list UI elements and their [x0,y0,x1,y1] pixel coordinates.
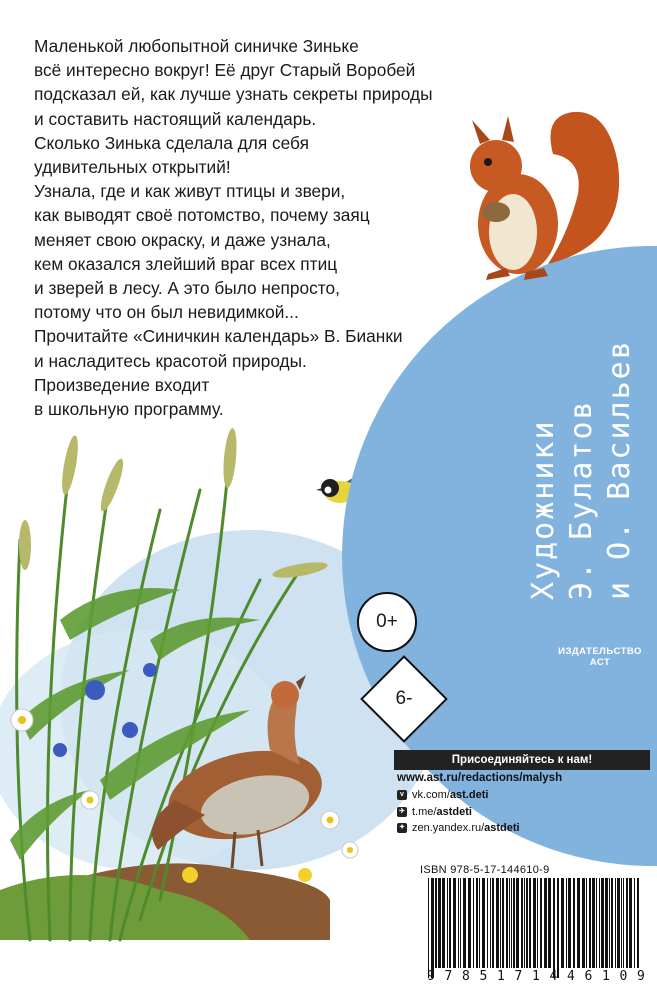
barcode-digit: 1 [497,969,505,984]
barcode-bar [496,878,499,968]
barcode-bar [599,878,600,968]
barcode-bar [490,878,491,968]
credit-line-vasilyev: и О. Васильев [602,339,637,600]
squirrel-tail [548,112,619,264]
barcode-bar [626,878,628,968]
barcode-bar [544,878,547,968]
barcode-bar [502,878,504,968]
barcode-bar [458,878,459,968]
barcode-bar [566,878,567,968]
barcode-bar [524,878,525,968]
barcode-digit: 9 [637,969,645,984]
barcode-digit: 5 [479,969,488,984]
barcode-bar [463,878,466,968]
social-link[interactable] [397,804,520,821]
publisher-line-2: АСТ [589,657,611,668]
blurb-line: в школьную программу. [34,399,224,420]
barcode-bar [431,878,434,978]
age-rating-circle: 0+ [357,592,417,652]
age-rating-diamond: 6- [395,688,413,709]
barcode-bar [453,878,456,968]
barcode-digits [427,969,645,984]
blurb-line: всё интересно вокруг! Её друг Старый Воробей [34,60,416,81]
zen-icon: ✦ [397,823,407,833]
telegram-icon: ✈ [397,807,407,817]
barcode-bar [611,878,613,968]
blurb-line: как выводят своё потомство, почему заяц [34,205,370,226]
barcode-bar [500,878,501,968]
blurb-text [34,34,474,421]
barcode-bar [609,878,610,968]
barcode-bar [582,878,585,968]
blurb-line: и составить настоящий календарь. [34,108,317,129]
barcode-bar [589,878,591,968]
barcode-bar [516,878,519,968]
social-link[interactable] [397,787,520,804]
squirrel-illustration [458,104,628,284]
barcode-bar [557,878,559,978]
blurb-line: меняет свою окраску, и даже узнала, [34,229,331,250]
barcode-digit: 8 [462,969,470,984]
barcode-bar [521,878,523,968]
barcode-digit: 1 [602,969,610,984]
barcode-bar [540,878,542,968]
social-link[interactable] [397,820,520,837]
barcode-bar [596,878,597,968]
blurb-line: подсказал ей, как лучше узнать секреты природы [34,84,433,105]
barcode-digit: 9 [427,969,435,984]
publisher-line-1: ИЗДАТЕЛЬСТВО [558,646,642,657]
barcode-bar [509,878,510,968]
barcode-bar [573,878,575,968]
barcode-bar [586,878,587,968]
barcode-bar [621,878,622,968]
barcode-bar [487,878,488,968]
social-link-handle: astdeti [436,805,472,818]
isbn-number: ISBN 978-5-17-144610-9 [420,864,550,876]
barcode-bar [513,878,515,968]
social-link-handle: astdeti [484,822,520,834]
barcode-bar [442,878,445,968]
blurb-line: Маленькой любопытной синичке Зиньке [34,36,359,56]
blurb-line: удивительных открытий! [34,157,231,178]
barcode-bar [447,878,448,968]
publisher-label [545,646,655,668]
barcode-bar [568,878,571,968]
barcode-bar [529,878,531,968]
barcode-bar [592,878,595,968]
barcode-bar [533,878,536,968]
credit-line-illustrators: Художники [526,419,561,600]
barcode-digit: 7 [514,969,523,984]
blurb-line: Прочитайте «Синичкин календарь» В. Бианки [34,326,403,347]
barcode-bar [473,878,474,968]
barcode-bar [492,878,494,968]
blurb-line: и насладитесь красотой природы. [34,350,307,371]
blurb-line: Узнала, где и как живут птицы и звери, [34,181,346,202]
barcode-bar [506,878,508,968]
barcode-bar [482,878,485,968]
barcode-bar [537,878,538,968]
join-us-banner: Присоединяйтесь к нам! [394,750,650,770]
blurb-line: Произведение входит [34,374,210,395]
barcode-bar [511,878,512,968]
barcode-bar [577,878,580,968]
barcode-bar [629,878,632,968]
barcode-bar [468,878,471,968]
barcode-bar [476,878,478,968]
barcode-digit: 1 [532,969,540,984]
barcode-bar [460,878,461,968]
blurb-line: и зверей в лесу. А это было непросто, [34,278,340,299]
barcode-bar [428,878,429,978]
barcode-digit: 6 [584,969,593,984]
barcode-bar [526,878,528,968]
barcode-bar [548,878,551,968]
website-link[interactable]: www.ast.ru/redactions/malysh [397,772,563,784]
barcode-bar [623,878,624,968]
barcode-digit: 7 [444,969,453,984]
blurb-line: потому что он был невидимкой... [34,302,299,323]
barcode-bar [601,878,604,968]
barcode-digit: 4 [549,969,558,984]
blurb-line: Сколько Зинька сделала для себя [34,132,309,153]
barcode-bar [615,878,616,968]
barcode-bar [605,878,608,968]
credit-line-bulatov: Э. Булатов [564,399,599,600]
barcode-bar [637,878,639,968]
barcode-bar [438,878,441,968]
barcode-digit: 4 [567,969,575,984]
barcode-bar [561,878,564,968]
barcode-bar [435,878,437,968]
vk-icon: v [397,790,407,800]
barcode-bar [617,878,620,968]
social-link-handle: ast.deti [449,789,489,801]
social-links [397,787,520,837]
blurb-line: кем оказался злейший враг всех птиц [34,253,338,274]
barcode-bar [553,878,555,978]
social-link-prefix: vk.com/ [412,789,450,801]
barcode-bar [634,878,635,968]
barcode-bar [479,878,480,968]
social-link-prefix: t.me/ [412,805,437,818]
barcode-bar [449,878,451,968]
barcode-digit: 0 [619,969,628,984]
social-link-prefix: zen.yandex.ru/ [412,822,485,834]
